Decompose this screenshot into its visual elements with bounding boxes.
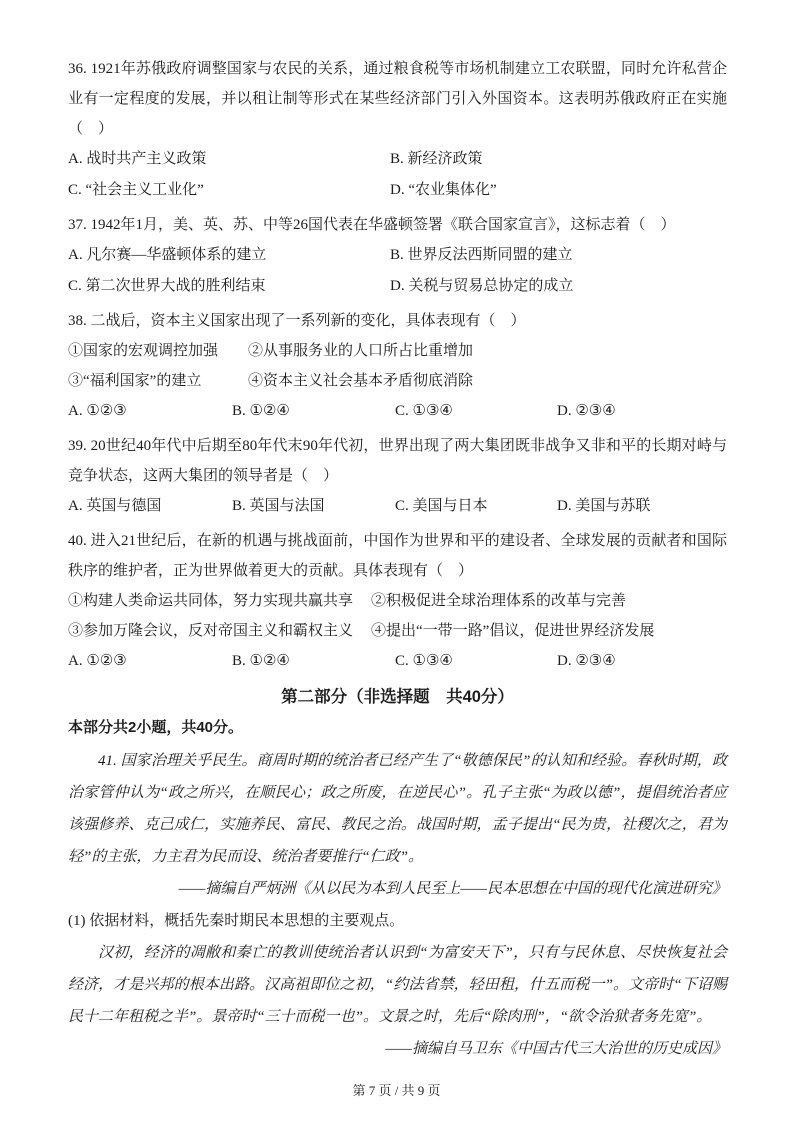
question-38-statement-3: ③“福利国家”的建立: [68, 373, 202, 389]
question-37-option-d: D. 关税与贸易总协定的成立: [390, 278, 574, 294]
question-41-material-2: 汉初，经济的凋敝和秦亡的教训使统治者认识到“为富安天下”，只有与民休息、尽快恢复社会经济，才是兴邦的根本出路。汉高祖即位之初，“约法省禁，轻田租，什五而税一”。文帝时“下诏赐民十二年租税之半”。景帝时“三十而税一也”。文景之时，先后“除肉刑”，“欲令治狱者务先宽”。: [68, 945, 727, 1025]
question-41-material-1: 41. 国家治理关乎民生。商周时期的统治者已经产生了“敬德保民”的认知和经验。春秋时期，政治家管仲认为“政之所兴，在顺民心；政之所废，在逆民心”。孔子主张“为政以德”，提倡统治者应该强修养、克己成仁，实施养民、富民、教民之治。战国时期，孟子提出“民为贵，社稷次之，君为轻”的主张，力主君为民而设、统治者要推行“仁政”。: [68, 753, 727, 865]
question-40-statement-2: ②积极促进全球治理体系的改革与完善: [371, 593, 627, 609]
question-40-statement-4: ④提出“一带一路”倡议，促进世界经济发展: [371, 623, 655, 639]
question-38-options: [68, 396, 727, 427]
question-38-statements: [68, 336, 727, 396]
question-39-option-c: C. 美国与日本: [395, 498, 488, 514]
question-39: [68, 431, 727, 522]
page-footer: [0, 1082, 793, 1100]
question-37-option-b: B. 世界反法西斯同盟的建立: [390, 247, 573, 263]
question-39-stem: 39. 20世纪40年代中后期至80年代末90年代初，世界出现了两大集团既非战争又非和平的长期对峙与竞争状态，这两大集团的领导者是（ ）: [68, 438, 727, 484]
question-40-statement-1: ①构建人类命运共同体，努力实现共赢共享: [68, 593, 354, 609]
question-40-stem: 40. 进入21世纪后，在新的机遇与挑战面前，中国作为世界和平的建设者、全球发展的贡献者和国际秩序的维护者，正为世界做着更大的贡献。具体表现有（ ）: [68, 533, 727, 579]
question-38-option-b: B. ①②④: [232, 403, 290, 419]
question-37-stem: 37. 1942年1月，美、英、苏、中等26国代表在华盛顿签署《联合国家宣言》，这标志着（ ）: [68, 217, 676, 233]
question-41-source-1: ——摘编自严炳洲《从以民为本到人民至上——民本思想在中国的现代化演进研究》: [178, 881, 727, 897]
question-39-option-b: B. 英国与法国: [232, 498, 325, 514]
question-40-option-c: C. ①③④: [395, 653, 453, 669]
question-38-option-c: C. ①③④: [395, 403, 453, 419]
question-38: [68, 306, 727, 427]
question-37-option-a: A. 凡尔赛—华盛顿体系的建立: [68, 247, 267, 263]
question-40: [68, 526, 727, 677]
question-40-option-a: A. ①②③: [68, 653, 127, 669]
question-38-statement-4: ④资本主义社会基本矛盾彻底消除: [248, 373, 474, 389]
question-38-stem: 38. 二战后，资本主义国家出现了一系列新的变化，具体表现有（ ）: [68, 313, 526, 329]
question-36-stem: 36. 1921年苏俄政府调整国家与农民的关系，通过粮食税等市场机制建立工农联盟，同时允许私营企业有一定程度的发展，并以租让制等形式在某些经济部门引入外国资本。这表明苏俄政府正在实施（ ）: [68, 61, 727, 137]
question-37-option-c: C. 第二次世界大战的胜利结束: [68, 278, 266, 294]
question-41-source-2: ——摘编自马卫东《中国古代三大治世的历史成因》: [385, 1041, 727, 1057]
page-indicator: 第 7 页 / 共 9 页: [352, 1083, 441, 1098]
question-40-statement-3: ③参加万隆会议，反对帝国主义和霸权主义: [68, 623, 354, 639]
question-36-option-c: C. “社会主义工业化”: [68, 182, 204, 198]
question-36-option-a: A. 战时共产主义政策: [68, 151, 207, 167]
question-36-options: [68, 144, 727, 206]
question-39-options: [68, 491, 727, 522]
question-41-sub-1: (1) 依据材料，概括先秦时期民本思想的主要观点。: [68, 913, 405, 929]
question-40-option-d: D. ②③④: [557, 653, 616, 669]
question-36-option-b: B. 新经济政策: [390, 151, 483, 167]
question-36-option-d: D. “农业集体化”: [390, 182, 497, 198]
section-2-note: 本部分共2小题，共40分。: [68, 719, 244, 736]
question-39-option-d: D. 美国与苏联: [557, 498, 651, 514]
question-38-option-d: D. ②③④: [557, 403, 616, 419]
question-38-option-a: A. ①②③: [68, 403, 127, 419]
question-36: [68, 54, 727, 206]
question-40-statements: [68, 586, 727, 646]
question-40-options: [68, 646, 727, 677]
section-2-title: 第二部分（非选择题 共40分）: [281, 688, 514, 706]
question-37-options: [68, 240, 727, 302]
question-39-option-a: A. 英国与德国: [68, 498, 162, 514]
question-40-option-b: B. ①②④: [232, 653, 290, 669]
question-37: [68, 210, 727, 302]
question-41: [68, 745, 727, 1065]
question-38-statement-1: ①国家的宏观调控加强: [68, 343, 219, 359]
question-38-statement-2: ②从事服务业的人口所占比重增加: [248, 343, 474, 359]
